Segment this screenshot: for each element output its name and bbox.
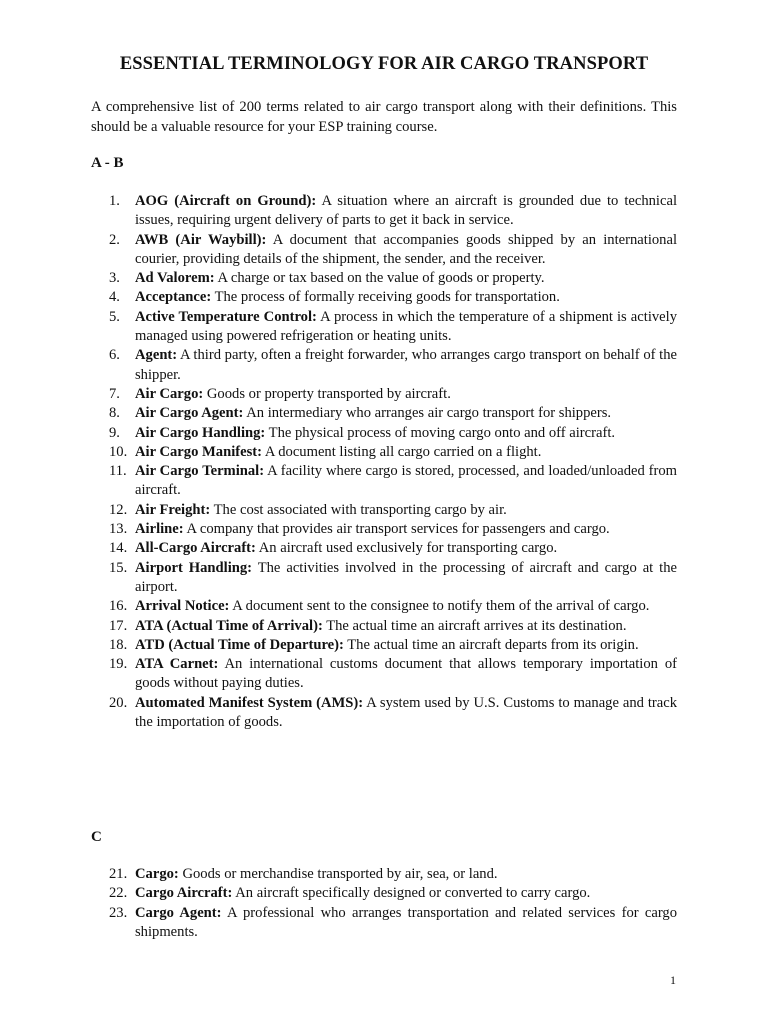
term-number: 9. [109, 424, 120, 441]
term-number: 6. [109, 347, 120, 364]
term-item [91, 231, 677, 270]
term-definition: A system used by U.S. Customs to manage and track the importation of goods. [135, 694, 677, 731]
term-name: Air Cargo Handling: [135, 424, 266, 441]
term-item [91, 385, 677, 404]
term-definition: A situation where an aircraft is grounded due to technical issues, requiring urgent delivery of parts to get it back in service. [135, 193, 678, 229]
term-item [91, 694, 677, 733]
term-name: AOG (Aircraft on Ground): [135, 193, 317, 209]
term-number: 11. [109, 463, 127, 480]
term-definition: A company that provides air transport services for passengers and cargo. [186, 521, 610, 538]
term-name: Active Temperature Control: [135, 308, 317, 325]
term-definition: A document that accompanies goods shipped by an international courier, providing details of the shipment, the sender, and the receiver. [135, 231, 677, 267]
term-definition: The cost associated with transporting cargo by air. [213, 501, 507, 518]
term-number: 1. [109, 193, 120, 209]
term-item [91, 404, 677, 423]
term-definition: The physical process of moving cargo onto and off aircraft. [268, 424, 616, 441]
term-name: Cargo: [135, 866, 179, 882]
term-definition: A professional who arranges transportation and related services for cargo shipments. [135, 904, 678, 940]
section-heading-c: C [91, 829, 102, 845]
term-list-a-b [91, 192, 677, 732]
term-item [91, 462, 677, 501]
term-number: 22. [109, 885, 128, 902]
term-item [91, 346, 677, 385]
term-definition: A document sent to the consignee to notify them of the arrival of cargo. [232, 598, 650, 615]
term-number: 15. [109, 559, 128, 576]
term-name: Cargo Agent: [135, 904, 222, 921]
term-name: Air Cargo: [135, 385, 204, 402]
term-name: Agent: [135, 347, 178, 364]
term-definition: A process in which the temperature of a shipment is actively managed using powered refrigeration or heating units. [135, 308, 677, 345]
term-name: ATD (Actual Time of Departure): [135, 636, 344, 653]
term-number: 13. [109, 521, 128, 538]
term-name: ATA (Actual Time of Arrival): [135, 617, 323, 634]
term-number: 23. [109, 904, 128, 921]
term-number: 7. [109, 385, 120, 402]
term-name: Airline: [135, 521, 184, 538]
term-name: All-Cargo Aircraft: [135, 540, 256, 557]
term-definition: A third party, often a freight forwarder, who arranges cargo transport on behalf of the shipper. [135, 347, 678, 383]
term-definition: An aircraft used exclusively for transporting cargo. [258, 540, 558, 557]
term-name: Airport Handling: [135, 559, 253, 576]
term-definition: Goods or merchandise transported by air, sea, or land. [182, 866, 498, 882]
term-definition: A facility where cargo is stored, processed, and loaded/unloaded from aircraft. [135, 463, 678, 499]
term-name: Air Cargo Agent: [135, 405, 244, 422]
term-item [91, 904, 677, 943]
term-item [91, 865, 677, 884]
term-name: Air Cargo Terminal: [135, 463, 265, 480]
term-item [91, 617, 677, 636]
term-number: 19. [109, 656, 128, 673]
term-item [91, 308, 677, 347]
term-name: Air Freight: [135, 501, 211, 518]
term-number: 3. [109, 270, 120, 287]
term-item [91, 269, 677, 288]
intro-paragraph: A comprehensive list of 200 terms related to air cargo transport along with their definitions. This should be a valuable resource for your ESP training course. [91, 99, 677, 135]
term-name: Cargo Aircraft: [135, 885, 233, 902]
term-item [91, 884, 677, 903]
term-item [91, 501, 677, 520]
term-item [91, 443, 677, 462]
term-name: Air Cargo Manifest: [135, 443, 262, 460]
term-number: 14. [109, 540, 128, 557]
term-definition: A charge or tax based on the value of goods or property. [217, 270, 545, 287]
term-item [91, 520, 677, 539]
term-number: 8. [109, 405, 120, 422]
page-number: 1 [670, 973, 676, 987]
term-item [91, 424, 677, 443]
term-number: 5. [109, 308, 120, 325]
term-definition: An aircraft specifically designed or converted to carry cargo. [235, 885, 591, 902]
term-definition: The process of formally receiving goods for transportation. [214, 289, 560, 306]
term-number: 10. [109, 443, 128, 460]
term-name: Acceptance: [135, 289, 212, 306]
term-definition: The actual time an aircraft departs from its origin. [347, 636, 639, 653]
term-number: 20. [109, 694, 128, 711]
term-definition: Goods or property transported by aircraft. [206, 385, 451, 402]
term-item [91, 539, 677, 558]
term-number: 4. [109, 289, 120, 306]
term-item [91, 597, 677, 616]
term-definition: A document listing all cargo carried on a flight. [264, 443, 542, 460]
term-number: 16. [109, 598, 128, 615]
term-name: ATA Carnet: [135, 656, 219, 673]
term-number: 21. [109, 866, 128, 882]
term-item [91, 655, 677, 694]
term-item [91, 636, 677, 655]
document-title: ESSENTIAL TERMINOLOGY FOR AIR CARGO TRANSPORT [119, 54, 649, 74]
term-number: 2. [109, 231, 120, 248]
term-name: AWB (Air Waybill): [135, 231, 267, 248]
term-item [91, 192, 677, 231]
term-definition: An intermediary who arranges air cargo transport for shippers. [246, 405, 612, 422]
term-name: Automated Manifest System (AMS): [135, 694, 364, 711]
term-definition: An international customs document that allows temporary importation of goods without paying duties. [135, 656, 677, 692]
section-heading-a-b: A - B [91, 155, 124, 171]
term-name: Arrival Notice: [135, 598, 230, 615]
term-number: 17. [109, 617, 128, 634]
term-name: Ad Valorem: [135, 270, 215, 287]
term-item [91, 559, 677, 598]
term-list-c [91, 865, 677, 942]
term-number: 18. [109, 636, 128, 653]
term-definition: The actual time an aircraft arrives at its destination. [326, 617, 627, 634]
term-item [91, 288, 677, 307]
term-definition: The activities involved in the processing of aircraft and cargo at the airport. [135, 559, 677, 595]
term-number: 12. [109, 501, 128, 518]
